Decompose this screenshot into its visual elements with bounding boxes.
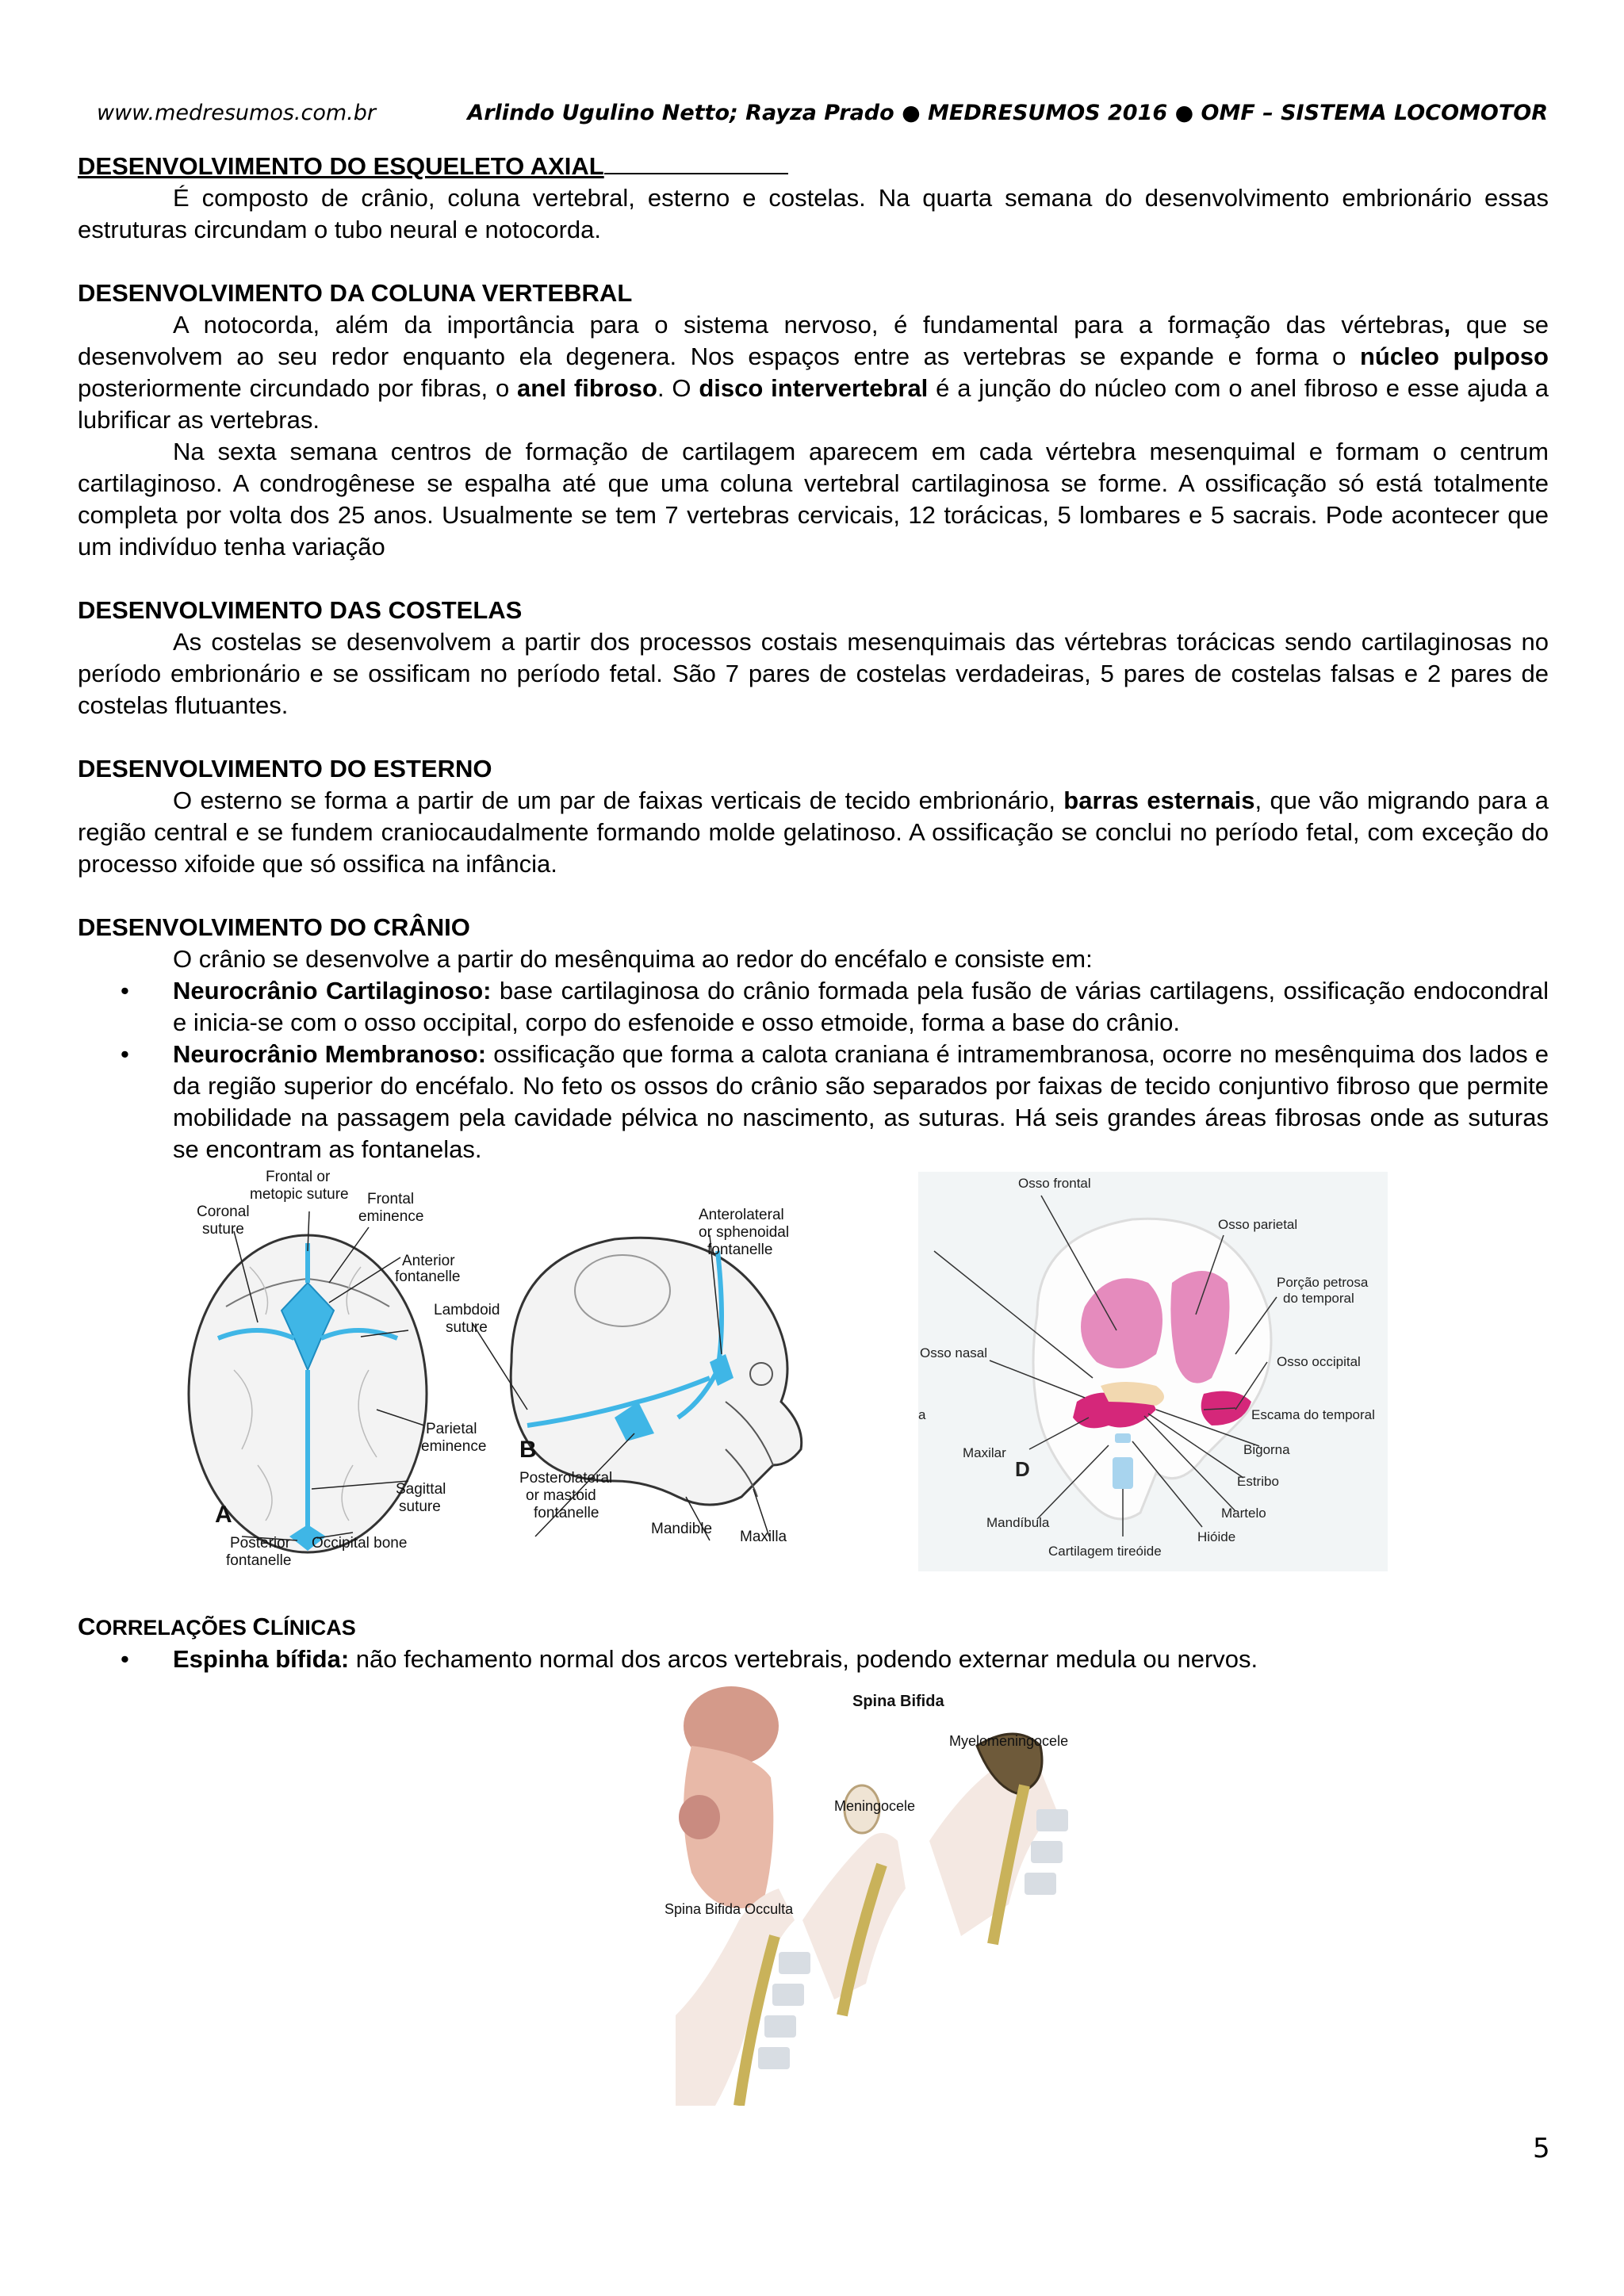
spacer xyxy=(78,721,1549,753)
label-lambdoid-2: suture xyxy=(446,1319,488,1336)
section-title-cranio: DESENVOLVIMENTO DO CRÂNIO xyxy=(78,913,470,941)
label-anterolateral: Anterolateral xyxy=(699,1207,784,1223)
text-run: é a junção do núcleo com o anel fibroso e esse ajuda a lubrificar as vertebras. xyxy=(78,374,1549,434)
page-number: 5 xyxy=(1533,2133,1550,2164)
text-run: . O xyxy=(657,374,699,402)
section-title-coluna: DESENVOLVIMENTO DA COLUNA VERTEBRAL xyxy=(78,279,633,307)
spacer xyxy=(78,880,1549,912)
cranio-list xyxy=(78,975,1549,1165)
clinicas-section xyxy=(78,1611,1549,1675)
skull-outline-b xyxy=(511,1238,802,1505)
header-authors: Arlindo Ugulino Netto; Rayza Prado ● MEDRESUMOS 2016 ● OMF – SISTEMA LOCOMOTOR xyxy=(467,101,1548,125)
text-run: A notocorda, além da importância para o sistema nervoso, é fundamental para a formação das vértebras xyxy=(173,311,1444,339)
baby-illustration xyxy=(679,1686,779,1908)
label-posterior-fontanelle-2: fontanelle xyxy=(226,1552,292,1569)
label-anterior-fontanelle-2: fontanelle xyxy=(395,1269,461,1285)
label-occulta: Spina Bifida Occulta xyxy=(665,1901,794,1917)
text-run: O esterno se forma a partir de um par de faixas verticais de tecido embrionário, xyxy=(173,786,1064,814)
label-meningocele: Meningocele xyxy=(834,1798,916,1814)
list-item-term: Neurocrânio Membranoso: xyxy=(173,1040,487,1068)
label-a-cut: a xyxy=(918,1407,926,1422)
label-occipital-bone: Occipital bone xyxy=(312,1535,408,1552)
label-osso-nasal: Osso nasal xyxy=(920,1345,988,1360)
list-item-text: ossificação que forma a calota craniana é intramembranosa, ocorre no mesênquima dos lados e da região superior do encéfalo. No feto os ossos do crânio são separados por faixas de tecido conjuntivo fibroso que permite mobilidade na passagem pela cavidade pélvica no nascimento, as suturas. Há seis grandes áreas fibrosas onde as suturas se encontram as fontanelas. xyxy=(173,1040,1549,1163)
section-title-costelas: DESENVOLVIMENTO DAS COSTELAS xyxy=(78,596,523,624)
label-sagittal: Sagittal xyxy=(396,1481,446,1498)
sac xyxy=(679,1795,720,1839)
label-spina-title: Spina Bifida xyxy=(852,1693,944,1710)
label-escama: Escama do temporal xyxy=(1251,1407,1375,1422)
label-d: D xyxy=(1015,1457,1030,1481)
label-b: B xyxy=(519,1437,537,1463)
label-frontal-eminence: Frontal xyxy=(367,1191,415,1207)
title-cap: C xyxy=(78,1613,96,1640)
spacer xyxy=(78,246,1549,277)
term-nucleo-pulposo: núcleo pulposo xyxy=(1359,342,1549,370)
label-maxilar: Maxilar xyxy=(963,1445,1006,1460)
label-coronal: Coronal xyxy=(197,1203,250,1220)
label-mandibula: Mandíbula xyxy=(986,1515,1050,1530)
label-cartilagem: Cartilagem tireóide xyxy=(1048,1544,1162,1559)
figure-embryo-skull xyxy=(918,1172,1388,1571)
paragraph-esterno xyxy=(78,785,1549,880)
label-parietal-eminence: Parietal xyxy=(426,1421,477,1437)
list-item xyxy=(173,975,1549,1039)
label-frontal-eminence-2: eminence xyxy=(358,1208,424,1225)
skull-side-view xyxy=(511,1238,802,1505)
document-body xyxy=(78,149,1549,1165)
label-posterior-fontanelle: Posterior xyxy=(230,1535,291,1552)
section-title-clinicas xyxy=(78,1611,1549,1644)
list-item-term: Neurocrânio Cartilaginoso: xyxy=(173,977,492,1004)
label-myelomeningocele: Myelomeningocele xyxy=(949,1733,1069,1749)
clinicas-list xyxy=(78,1644,1549,1675)
thyroid-cartilage-shape xyxy=(1113,1457,1133,1489)
label-a: A xyxy=(215,1502,232,1528)
list-item xyxy=(173,1039,1549,1165)
label-lambdoid: Lambdoid xyxy=(434,1302,500,1318)
text-run: , que vão migrando para a região central e se fundem craniocaudalmente formando molde gelatinoso. A ossificação se conclui no período fetal, com exceção do processo xifoide que só ossifica na infância. xyxy=(78,786,1549,878)
list-item-term: Espinha bífida: xyxy=(173,1645,350,1673)
label-anterolateral-3: fontanelle xyxy=(707,1242,773,1258)
section-title-esterno: DESENVOLVIMENTO DO ESTERNO xyxy=(78,755,492,783)
label-mandible: Mandible xyxy=(651,1521,713,1537)
text-run: que se desenvolvem ao seu redor enquanto ela degenera. Nos espaços entre as vertebras se expande e forma o xyxy=(78,311,1549,370)
paragraph-coluna-2: Na sexta semana centros de formação de cartilagem aparecem em cada vértebra mesenquimal e formam o centrum cartilaginoso. A condrogênese se espalha até que uma coluna vertebral cartilaginosa se forme. A ossificação só está totalmente completa por volta dos 25 anos. Usualmente se tem 7 vertebras cervicais, 12 torácicas, 5 lombares e 5 sacrais. Pode acontecer que um indivíduo tenha variação xyxy=(78,438,1549,561)
list-item-text: base cartilaginosa do crânio formada pela fusão de várias cartilagens, ossificação endocondral e inicia-se com o osso occipital, corpo do esfenoide e osso etmoide, forma a base do crânio. xyxy=(173,977,1549,1036)
site-url[interactable]: www.medresumos.com.br xyxy=(97,101,377,125)
label-osso-occipital: Osso occipital xyxy=(1277,1354,1361,1369)
paragraph-cranio: O crânio se desenvolve a partir do mesênquima ao redor do encéfalo e consiste em: xyxy=(173,945,1093,973)
text-run: posteriormente circundado por fibras, o xyxy=(78,374,518,402)
label-parietal-eminence-2: eminence xyxy=(421,1438,487,1455)
label-estribo: Estribo xyxy=(1237,1474,1279,1489)
hyoid-shape xyxy=(1115,1433,1131,1443)
term-barras-esternais: barras esternais xyxy=(1063,786,1255,814)
spacer xyxy=(78,563,1549,595)
label-coronal-2: suture xyxy=(202,1221,244,1238)
title-cap: C xyxy=(252,1613,270,1640)
list-item xyxy=(173,1644,1549,1675)
list-item-text: não fechamento normal dos arcos vertebrais, podendo externar medula ou nervos. xyxy=(349,1645,1258,1673)
text-run-bold: , xyxy=(1443,311,1451,339)
label-posterolateral: Posterolateral xyxy=(519,1470,613,1487)
paragraph-costelas: As costelas se desenvolvem a partir dos processos costais mesenquimais das vértebras torácicas sendo cartilaginosas no período embrionário e se ossificam no período fetal. São 7 pares de costelas verdadeiras, 5 pares de costelas falsas e 2 pares de costelas flutuantes. xyxy=(78,628,1549,719)
section-title-axial-text: DESENVOLVIMENTO DO ESQUELETO AXIAL xyxy=(78,152,604,180)
section-title-axial xyxy=(78,149,1549,182)
label-sagittal-2: suture xyxy=(399,1498,441,1515)
label-anterolateral-2: or sphenoidal xyxy=(699,1224,790,1241)
title-rest: ORRELAÇÕES xyxy=(95,1616,253,1640)
term-disco-intervertebral: disco intervertebral xyxy=(699,374,929,402)
label-bigorna: Bigorna xyxy=(1243,1442,1290,1457)
title-underline-pad xyxy=(604,149,788,174)
paragraph-axial: É composto de crânio, coluna vertebral, esterno e costelas. Na quarta semana do desenvolvimento embrionário essas estruturas circundam o tubo neural e notocorda. xyxy=(78,184,1549,243)
label-martelo: Martelo xyxy=(1221,1506,1266,1521)
label-osso-parietal: Osso parietal xyxy=(1218,1217,1298,1232)
figure-fetal-skull xyxy=(170,1164,868,1576)
figure-spina-bifida xyxy=(644,1682,1120,2106)
label-frontal-suture-2: metopic suture xyxy=(250,1186,349,1203)
label-osso-frontal: Osso frontal xyxy=(1018,1176,1091,1191)
label-porcao-petrosa-2: do temporal xyxy=(1283,1291,1354,1306)
label-porcao-petrosa: Porção petrosa xyxy=(1277,1275,1369,1290)
term-anel-fibroso: anel fibroso xyxy=(517,374,657,402)
label-posterolateral-3: fontanelle xyxy=(534,1505,599,1521)
page-header xyxy=(97,98,1548,129)
title-rest: LÍNICAS xyxy=(270,1616,356,1640)
label-frontal-suture: Frontal or xyxy=(266,1169,331,1185)
label-hioide: Hióide xyxy=(1197,1529,1236,1544)
label-posterolateral-2: or mastoid xyxy=(526,1487,596,1504)
label-anterior-fontanelle: Anterior xyxy=(402,1253,455,1269)
label-maxilla: Maxilla xyxy=(740,1529,787,1545)
paragraph-coluna-1 xyxy=(78,309,1549,436)
